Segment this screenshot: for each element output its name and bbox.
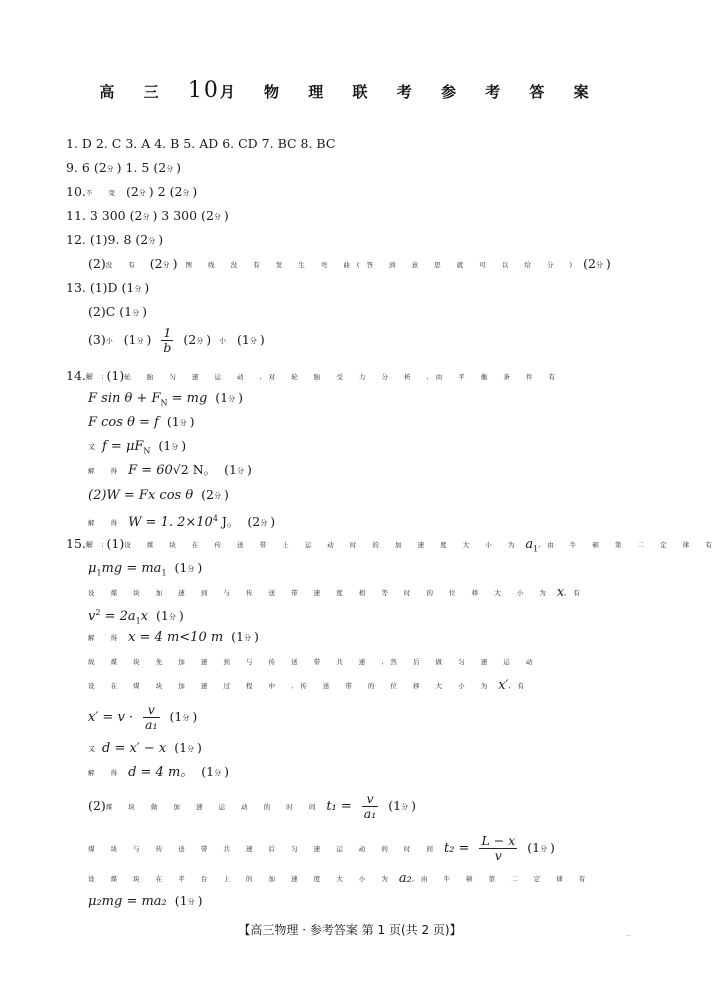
- page-title: 高 三 10月 物 理 联 考 参 考 答 案: [99, 78, 601, 103]
- fraction-one-over-b: $\frac{1}{b}$: [163, 325, 172, 355]
- fraction-v-over-a1: $\frac{v}{\text{a₁}}$: [145, 702, 158, 732]
- answer-q9: 9. 6 (2分) 1. 5 (2分): [66, 160, 182, 175]
- choice-answers: 1. D 2. C 3. A 4. B 5. AD 6. CD 7. BC 8. BC: [66, 136, 336, 151]
- equation-q15-7: μ₂mg = ma₂ (1分): [88, 893, 203, 909]
- equation-q14-1: F $\sin \theta + F_N$ = mg (1分): [88, 390, 243, 408]
- answer-q12-2: (2)没 有 (2分) 图 线 没 有 发 生 弯 曲(答 到 意 思 就 可 以 给 分 ) (2分): [88, 256, 611, 271]
- answer-q13-1: 13. (1)D (1分): [66, 280, 150, 295]
- equation-q15-2: $v^2 = 2a_1x$ (1分): [88, 608, 184, 626]
- corner-mark: ..: [626, 929, 632, 938]
- equation-q14-4: 解 得 F = 60√2 N。 (1分): [88, 462, 252, 478]
- equation-q15-6: 解 得 d = 4 m。 (1分): [88, 764, 229, 780]
- fraction-t1: $\frac{v}{\text{a₁}}$: [363, 791, 377, 821]
- answer-q12-1: 12. (1)9. 8 (2分): [66, 232, 164, 247]
- equation-q15-part2: (2)煤 块 做 加 速 运 动 的 时 间 t₁ = $\frac{v}{\text{a₁}}$ (1分): [88, 791, 416, 821]
- equation-q14-5: (2)W = Fx cos θ (2分): [88, 487, 229, 503]
- equation-q15-4: x′ = v · $\frac{v}{\text{a₁}}$ (1分): [88, 702, 198, 732]
- fraction-t2: $\frac{L - x}{v}$: [481, 833, 516, 863]
- answer-q13-2: (2)C (1分): [88, 304, 147, 319]
- equation-q15-1: $\mu_1mg = ma_1$ (1分): [88, 560, 203, 578]
- text-q15-4: 设 在 煤 块 加 速 过 程 中 ,传 送 带 的 位 移 大 小 为 x′,有: [88, 678, 532, 693]
- answer-q14-intro: 14.解 :(1)轮 胎 匀 速 运 动 ,对 轮 胎 受 力 分 析 ,由 平 衡 条 件 有: [66, 368, 563, 383]
- text-q15-3: 故 煤 块 先 加 速 到 与 传 送 带 共 速 ,然 后 做 匀 速 运 动: [88, 658, 540, 666]
- answer-q15-intro: 15.解 :(1)设 煤 块 在 传 送 带 上 运 动 时 的 加 速 度 大 小 为 $a_1$,由 牛 顿 第 二 定 律 有: [66, 536, 719, 554]
- equation-q15-5: 又 d = x′ − x (1分): [88, 740, 202, 756]
- answer-q13-3: (3)小 (1分) $\frac{1}{b}$ (2分) 小 (1分): [88, 325, 265, 355]
- equation-q15-t2: 煤 块 与 传 送 带 共 速 后 匀 速 运 动 的 时 间 t₂ = $\frac{L - x}{v}$ (1分): [88, 833, 555, 863]
- answer-q10: 10.不 变 (2分) 2 (2分): [66, 184, 198, 199]
- text-q15-2: 设 煤 块 加 速 到 与 传 送 带 速 度 相 等 时 的 位 移 大 小 为 x,有: [88, 585, 587, 600]
- equation-q14-6: 解 得 W = 1. $2\times 10^4$ J。 (2分): [88, 514, 276, 531]
- equation-q14-2: F cos θ = f (1分): [88, 414, 195, 430]
- answer-q11: 11. 3 300 (2分) 3 300 (2分): [66, 208, 229, 223]
- page-footer: 【高三物理 · 参考答案 第 1 页(共 2 页)】: [238, 923, 462, 937]
- equation-q15-3: 解 得 x = 4 m<10 m (1分): [88, 629, 259, 645]
- equation-q14-3: 又 $f = \mu F_N$ (1分): [88, 438, 187, 456]
- text-q15-6: 设 煤 块 在 平 台 上 的 加 速 度 大 小 为 a₂,由 牛 顿 第 二 定 律 有: [88, 871, 593, 886]
